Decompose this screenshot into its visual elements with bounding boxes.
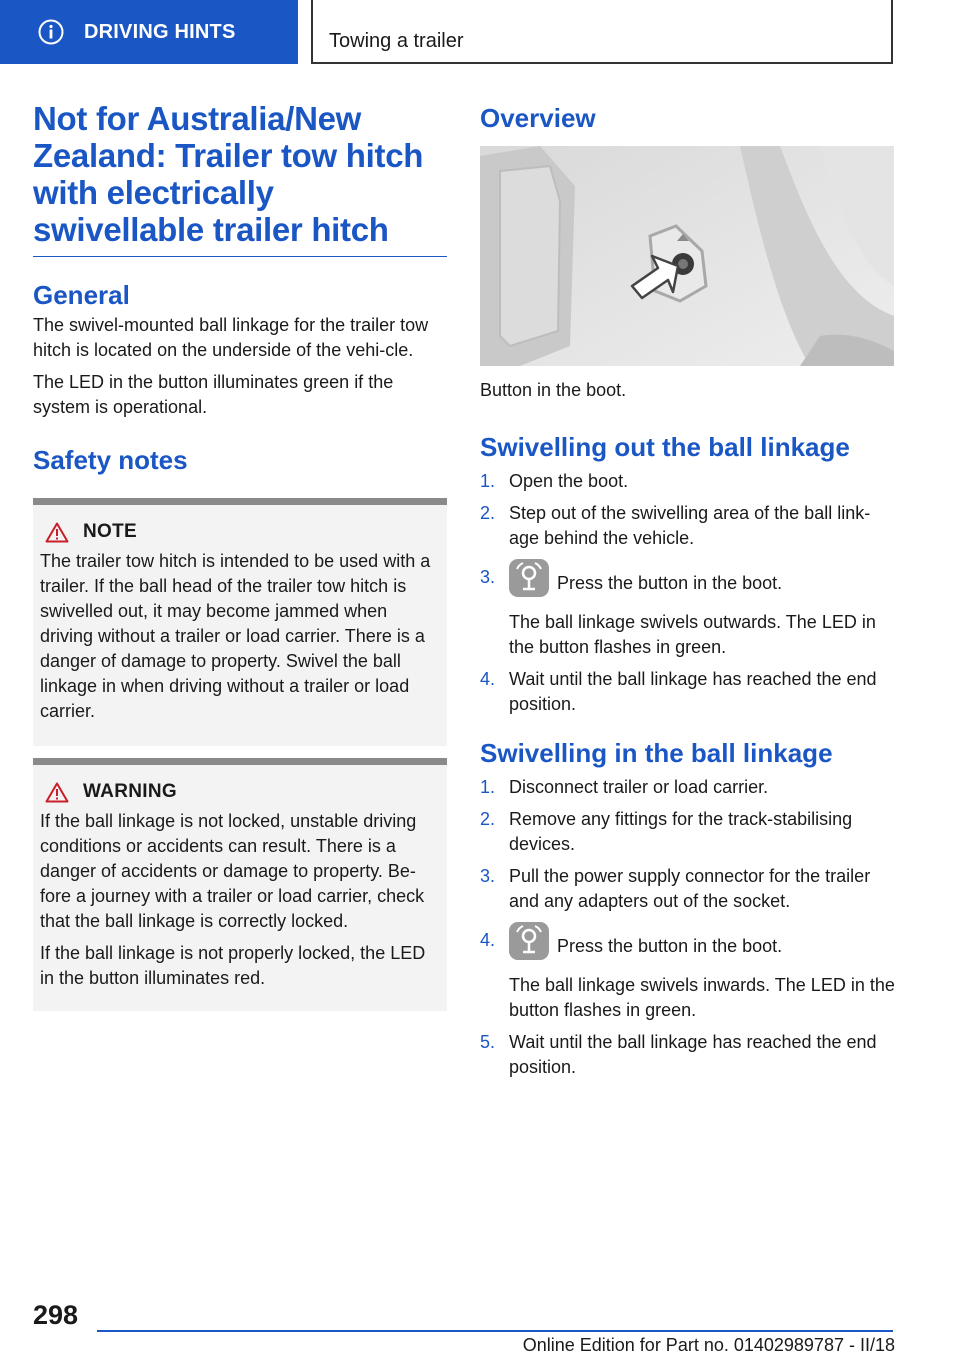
step-text: Press the button in the boot. bbox=[557, 935, 783, 956]
step-number: 4. bbox=[480, 669, 496, 689]
step-number: 3. bbox=[480, 567, 496, 587]
page-title: Not for Australia/New Zealand: Trailer tow hitch with electrically swivellable trailer hitch bbox=[33, 100, 447, 257]
list-item bbox=[480, 667, 896, 717]
trailer-hitch-button-icon bbox=[509, 559, 549, 597]
warning-triangle-icon bbox=[45, 522, 69, 543]
list-item bbox=[480, 565, 896, 660]
list-item bbox=[480, 807, 896, 857]
list-item bbox=[480, 864, 896, 914]
list-item bbox=[480, 469, 896, 494]
note-text: The trailer tow hitch is intended to be used with a trailer. If the ball head of the trailer tow hitch is swivelled out, it may become jammed when driving without a trailer or load carrier. There is a danger of damage to property. Swivel the ball linkage in when driving without a trailer or load carrier. bbox=[40, 551, 431, 721]
list-item bbox=[480, 928, 896, 1023]
boot-panel-drawing bbox=[480, 146, 894, 366]
right-column bbox=[480, 100, 896, 1087]
step-number: 2. bbox=[480, 809, 496, 829]
section-title: Towing a trailer bbox=[329, 30, 464, 52]
swivel-out-heading: Swivelling out the ball linkage bbox=[480, 432, 850, 462]
step-text: Wait until the ball linkage has reached the end position. bbox=[509, 1032, 877, 1077]
list-item bbox=[480, 1030, 896, 1080]
image-caption: Button in the boot. bbox=[480, 380, 627, 400]
step-number: 3. bbox=[480, 866, 496, 886]
step-text: Remove any fittings for the track-stabilising devices. bbox=[509, 809, 853, 854]
footer-divider bbox=[97, 1330, 893, 1332]
trailer-hitch-button-icon bbox=[509, 922, 549, 960]
step-text: Wait until the ball linkage has reached the end position. bbox=[509, 669, 877, 714]
step-subtext: The ball linkage swivels inwards. The LED in the button flashes in green. bbox=[509, 975, 895, 1020]
list-item bbox=[480, 775, 896, 800]
step-number: 4. bbox=[480, 930, 496, 950]
step-text: Disconnect trailer or load carrier. bbox=[509, 777, 769, 797]
chapter-title: DRIVING HINTS bbox=[84, 20, 236, 43]
warning-triangle-icon bbox=[45, 782, 69, 803]
note-label: NOTE bbox=[83, 521, 137, 542]
step-number: 1. bbox=[480, 471, 496, 491]
step-number: 1. bbox=[480, 777, 496, 797]
note-box bbox=[33, 498, 447, 746]
list-item bbox=[480, 501, 896, 551]
page-number: 298 bbox=[33, 1300, 79, 1330]
section-header bbox=[311, 0, 893, 64]
step-text: Press the button in the boot. bbox=[557, 572, 783, 593]
boot-button-illustration bbox=[480, 146, 894, 366]
general-paragraph-1: The swivel-mounted ball linkage for the trailer tow hitch is located on the underside of the vehi‐cle. bbox=[33, 315, 429, 360]
edition-footer: Online Edition for Part no. 01402989787 - II/18 bbox=[522, 1335, 895, 1355]
warning-text-1: If the ball linkage is not locked, unstable driving conditions or accidents can result. There is a danger of accidents or damage to property. Be‐fore a journey with a trailer or load carrier, check that the ball linkage is correctly locked. bbox=[40, 811, 425, 931]
overview-heading: Overview bbox=[480, 103, 596, 133]
general-heading: General bbox=[33, 280, 130, 310]
left-column bbox=[33, 100, 447, 1011]
chapter-tab[interactable] bbox=[0, 0, 298, 64]
swivel-out-steps bbox=[480, 469, 896, 717]
safety-notes-heading: Safety notes bbox=[33, 445, 188, 475]
warning-label: WARNING bbox=[83, 781, 177, 802]
step-subtext: The ball linkage swivels outwards. The LED in the button flashes in green. bbox=[509, 612, 876, 657]
step-number: 5. bbox=[480, 1032, 496, 1052]
step-text: Open the boot. bbox=[509, 471, 629, 491]
swivel-in-heading: Swivelling in the ball linkage bbox=[480, 738, 833, 768]
step-text: Step out of the swivelling area of the ball link‐age behind the vehicle. bbox=[509, 503, 871, 548]
info-icon bbox=[38, 19, 64, 45]
warning-box bbox=[33, 758, 447, 1011]
step-text: Pull the power supply connector for the trailer and any adapters out of the socket. bbox=[509, 866, 871, 911]
warning-text-2: If the ball linkage is not properly locked, the LED in the button illuminates red. bbox=[40, 943, 426, 988]
general-paragraph-2: The LED in the button illuminates green if the system is operational. bbox=[33, 372, 394, 417]
step-number: 2. bbox=[480, 503, 496, 523]
swivel-in-steps bbox=[480, 775, 896, 1080]
